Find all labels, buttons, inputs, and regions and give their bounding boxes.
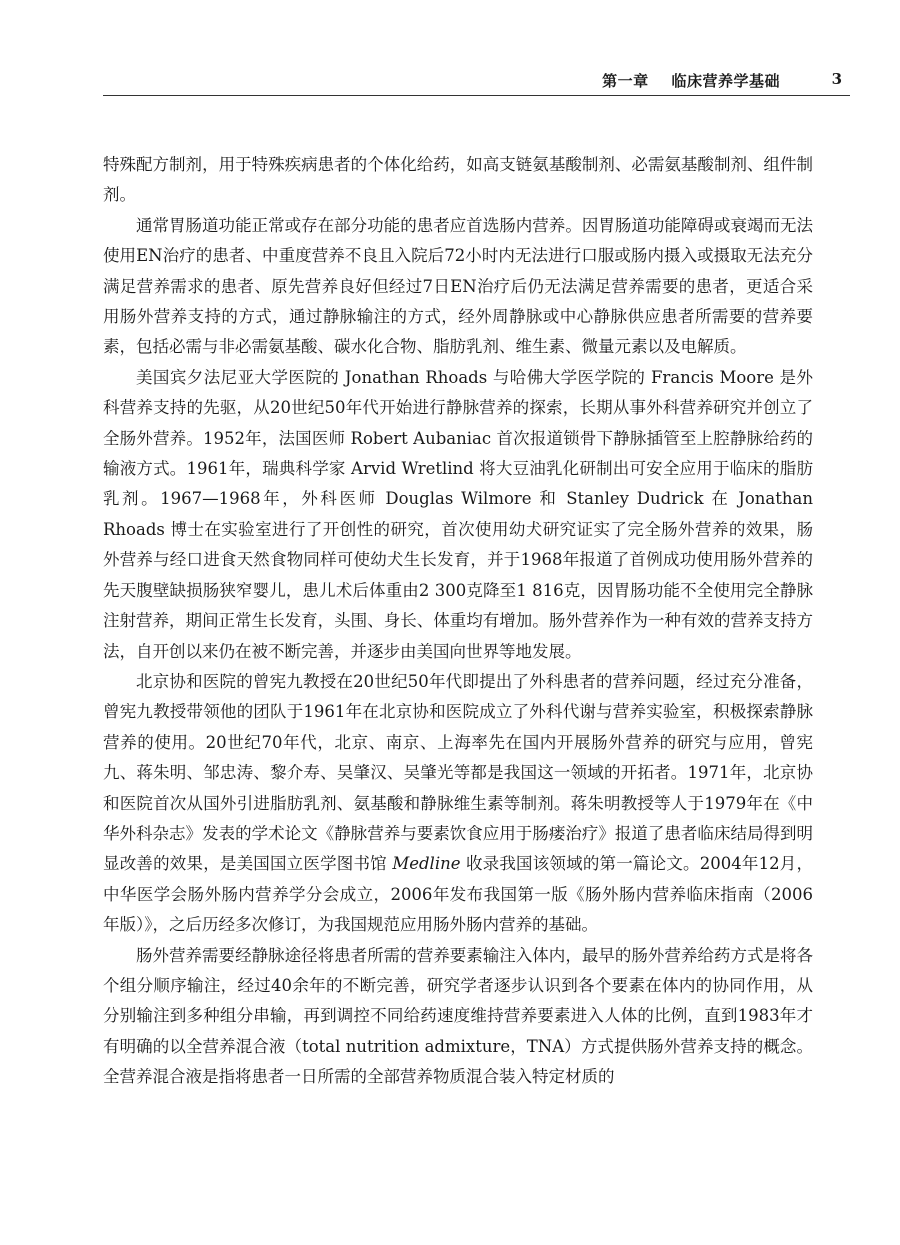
paragraph	[103, 941, 813, 1093]
paragraph-text: 北京协和医院的曾宪九教授在20世纪50年代即提出了外科患者的营养问题，经过充分准备，曾宪九教授带领他的团队于1961年在北京协和医院成立了外科代谢与营养实验室，积极探索静脉营养的使用。20世纪70年代，北京、南京、上海率先在国内开展肠外营养的研究与应用，曾宪九、蒋朱明、邹忠涛、黎介寿、吴肇汉、吴肇光等都是我国这一领域的开拓者。1971年，北京协和医院首次从国外引进脂肪乳剂、氨基酸和静脉维生素等制剂。蒋朱明教授等人于1979年在《中华外科杂志》发表的学术论文《静脉营养与要素饮食应用于肠瘘治疗》报道了患者临床结局得到明显改善的效果，是美国国立医学图书馆	[103, 671, 813, 874]
page-number: 3	[831, 70, 842, 88]
paragraph-text: 收录我国该领域的第一篇论文。2004年12月，中华医学会肠外肠内营养学分会成立，2006年发布我国第一版《肠外肠内营养临床指南（2006年版）》，之后历经多次修订，为我国规范应用肠外肠内营养的基础。	[103, 854, 814, 935]
paragraph-text: 肠外营养需要经静脉途径将患者所需的营养要素输注入体内，最早的肠外营养给药方式是将各个组分顺序输注，经过40余年的不断完善，研究学者逐步认识到各个要素在体内的协同作用，从分别输注到多种组分串输，再到调控不同给药速度维持营养要素进入人体的比例，直到1983年才有明确的以全营养混合液（total nutrition admixture，TNA）方式提供肠外营养支持的概念。全营养混合液是指将患者一日所需的全部营养物质混合装入特定材质的	[103, 945, 813, 1087]
paragraph	[103, 363, 813, 667]
header-chapter-title	[602, 70, 780, 91]
header-title: 临床营养学基础	[671, 72, 780, 90]
italic-term: Medline	[392, 854, 461, 874]
paragraph-text: 通常胃肠道功能正常或存在部分功能的患者应首选肠内营养。因胃肠道功能障碍或衰竭而无法使用EN治疗的患者、中重度营养不良且入院后72小时内无法进行口服或肠内摄入或摄取无法充分满足营养需求的患者、原先营养良好但经过7日EN治疗后仍无法满足营养需要的患者，更适合采用肠外营养支持的方式，通过静脉输注的方式，经外周静脉或中心静脉供应患者所需要的营养要素，包括必需与非必需氨基酸、碳水化合物、脂肪乳剂、维生素、微量元素以及电解质。	[103, 215, 813, 357]
header-rule	[103, 95, 850, 96]
paragraph-text: 特殊配方制剂，用于特殊疾病患者的个体化给药，如高支链氨基酸制剂、必需氨基酸制剂、组件制剂。	[103, 155, 813, 205]
paragraph	[103, 667, 813, 941]
header-chapter: 第一章	[602, 72, 649, 90]
paragraph	[103, 211, 813, 363]
paragraph	[103, 150, 813, 211]
paragraph-text: 美国宾夕法尼亚大学医院的 Jonathan Rhoads 与哈佛大学医学院的 Francis Moore 是外科营养支持的先驱，从20世纪50年代开始进行静脉营养的探索，长期从事外科营养研究并创立了全肠外营养。1952年，法国医师 Robert Aubaniac 首次报道锁骨下静脉插管至上腔静脉给药的输液方式。1961年，瑞典科学家 Arvid Wretlind 将大豆油乳化研制出可安全应用于临床的脂肪乳剂。1967—1968年，外科医师 Douglas Wilmore 和 Stanley Dudrick 在 Jonathan Rhoads 博士在实验室进行了开创性的研究，首次使用幼犬研究证实了完全肠外营养的效果，肠外营养与经口进食天然食物同样可使幼犬生长发育，并于1968年报道了首例成功使用肠外营养的先天腹壁缺损肠狭窄婴儿，患儿术后体重由2 300克降至1 816克，因胃肠功能不全使用完全静脉注射营养，期间正常生长发育，头围、身长、体重均有增加。肠外营养作为一种有效的营养支持方法，自开创以来仍在被不断完善，并逐步由美国向世界等地发展。	[103, 367, 813, 661]
running-header	[0, 70, 900, 94]
body-text	[103, 150, 813, 1093]
